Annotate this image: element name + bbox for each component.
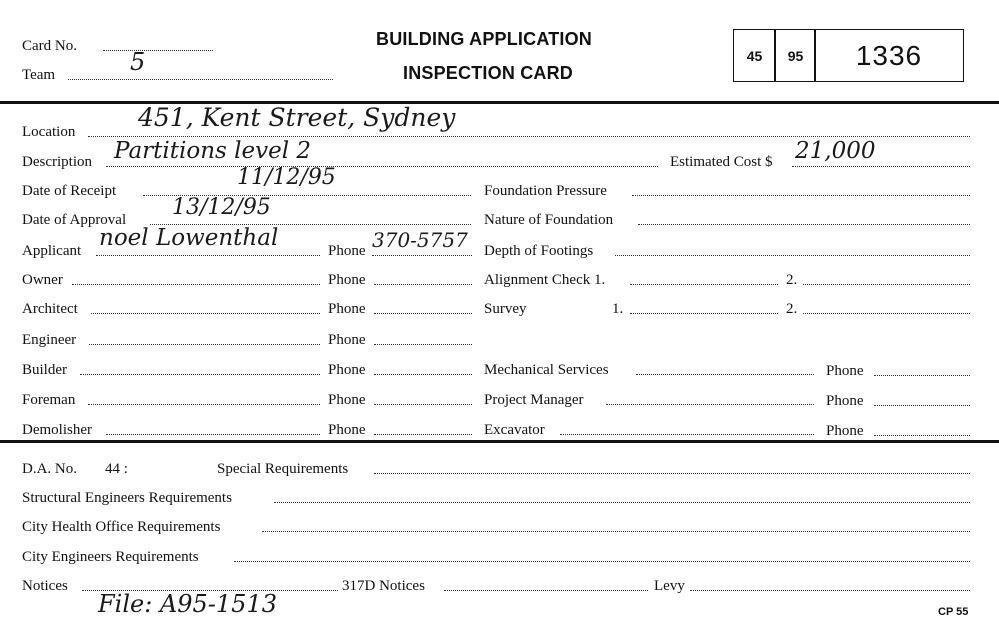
engineer-label: Engineer (22, 332, 77, 348)
foreman-phone-line (374, 404, 472, 405)
mechanical-phone-label: Phone (826, 363, 864, 379)
excavator-label: Excavator (484, 422, 545, 438)
foreman-phone-label: Phone (328, 392, 366, 408)
date-approval-label: Date of Approval (22, 212, 127, 228)
estimated-cost-value: 21,000 (795, 138, 876, 164)
architect-label: Architect (22, 301, 78, 317)
mechanical-phone-line (874, 375, 970, 376)
applicant-phone-label: Phone (328, 243, 366, 259)
special-requirements-label: Special Requirements (217, 461, 349, 477)
location-line (88, 136, 970, 137)
levy-label: Levy (654, 578, 685, 594)
application-number-box (733, 29, 964, 82)
nature-foundation-label: Nature of Foundation (484, 212, 614, 228)
date-receipt-label: Date of Receipt (22, 183, 117, 199)
survey-2-label: 2. (786, 301, 798, 317)
date-approval-value: 13/12/95 (172, 195, 271, 220)
box-code-left: 45 (746, 47, 763, 64)
applicant-value: noel Lowenthal (99, 225, 279, 251)
survey-2-line (803, 313, 970, 314)
owner-label: Owner (22, 272, 63, 288)
survey-1-line (630, 313, 778, 314)
architect-phone-line (374, 313, 472, 314)
form-code: CP 55 (938, 606, 969, 618)
description-value: Partitions level 2 (114, 138, 311, 164)
title-line-2: INSPECTION CARD (403, 63, 574, 83)
applicant-line (96, 255, 320, 256)
project-manager-line (606, 404, 814, 405)
owner-phone-line (374, 284, 472, 285)
structural-requirements-line (274, 502, 970, 503)
engineer-phone-label: Phone (328, 332, 366, 348)
notices-317d-label: 317D Notices (342, 578, 425, 594)
foundation-pressure-label: Foundation Pressure (484, 183, 607, 199)
builder-line (80, 374, 320, 375)
estimated-cost-line (792, 166, 970, 167)
card-no-line (103, 50, 213, 51)
demolisher-label: Demolisher (22, 422, 92, 438)
structural-requirements-label: Structural Engineers Requirements (22, 490, 232, 506)
title-line-1: BUILDING APPLICATION (376, 29, 592, 49)
owner-phone-label: Phone (328, 272, 366, 288)
city-engineers-line (234, 561, 970, 562)
da-no-label: D.A. No. (22, 461, 77, 477)
da-no-value: 44 : (105, 461, 128, 477)
depth-footings-line (615, 255, 970, 256)
city-engineers-label: City Engineers Requirements (22, 549, 199, 565)
health-requirements-line (262, 531, 970, 532)
owner-line (72, 284, 320, 285)
foreman-line (88, 404, 320, 405)
applicant-phone-value: 370-5757 (372, 228, 468, 252)
excavator-phone-line (874, 435, 970, 436)
builder-label: Builder (22, 362, 67, 378)
team-value: 5 (130, 48, 146, 76)
survey-label: Survey (484, 301, 527, 317)
demolisher-phone-label: Phone (328, 422, 366, 438)
excavator-phone-label: Phone (826, 423, 864, 439)
description-label: Description (22, 154, 92, 170)
alignment-check-2-line (803, 284, 970, 285)
description-line (106, 166, 658, 167)
architect-line (91, 313, 320, 314)
estimated-cost-label: Estimated Cost $ (670, 154, 773, 170)
project-manager-phone-line (874, 405, 970, 406)
alignment-check-2-label: 2. (786, 272, 798, 288)
alignment-check-1-line (630, 284, 778, 285)
demolisher-phone-line (374, 434, 472, 435)
alignment-check-label: Alignment Check 1. (484, 272, 606, 288)
box-number: 1336 (855, 39, 923, 71)
levy-line (690, 590, 970, 591)
builder-phone-label: Phone (328, 362, 366, 378)
engineer-line (89, 344, 320, 345)
team-label: Team (22, 67, 56, 83)
location-value: 451, Kent Street, Sydney (138, 103, 456, 132)
survey-1-label: 1. (612, 301, 624, 317)
date-receipt-value: 11/12/95 (237, 165, 336, 190)
mechanical-line (636, 374, 814, 375)
health-requirements-label: City Health Office Requirements (22, 519, 221, 535)
box-code-mid: 95 (787, 47, 804, 64)
excavator-line (560, 434, 814, 435)
special-requirements-line (374, 473, 970, 474)
foreman-label: Foreman (22, 392, 76, 408)
project-manager-phone-label: Phone (826, 393, 864, 409)
mechanical-label: Mechanical Services (484, 362, 609, 378)
location-label: Location (22, 124, 76, 140)
project-manager-label: Project Manager (484, 392, 584, 408)
engineer-phone-line (374, 344, 472, 345)
notices-label: Notices (22, 578, 68, 594)
demolisher-line (106, 434, 320, 435)
middle-rule (0, 440, 999, 443)
notices-317d-line (444, 590, 648, 591)
team-line (68, 79, 333, 80)
applicant-label: Applicant (22, 243, 82, 259)
foundation-pressure-line (632, 195, 970, 196)
file-note: File: A95-1513 (98, 590, 277, 618)
card-no-label: Card No. (22, 38, 77, 54)
builder-phone-line (374, 374, 472, 375)
nature-foundation-line (638, 224, 970, 225)
depth-footings-label: Depth of Footings (484, 243, 594, 259)
applicant-phone-line (372, 255, 472, 256)
architect-phone-label: Phone (328, 301, 366, 317)
